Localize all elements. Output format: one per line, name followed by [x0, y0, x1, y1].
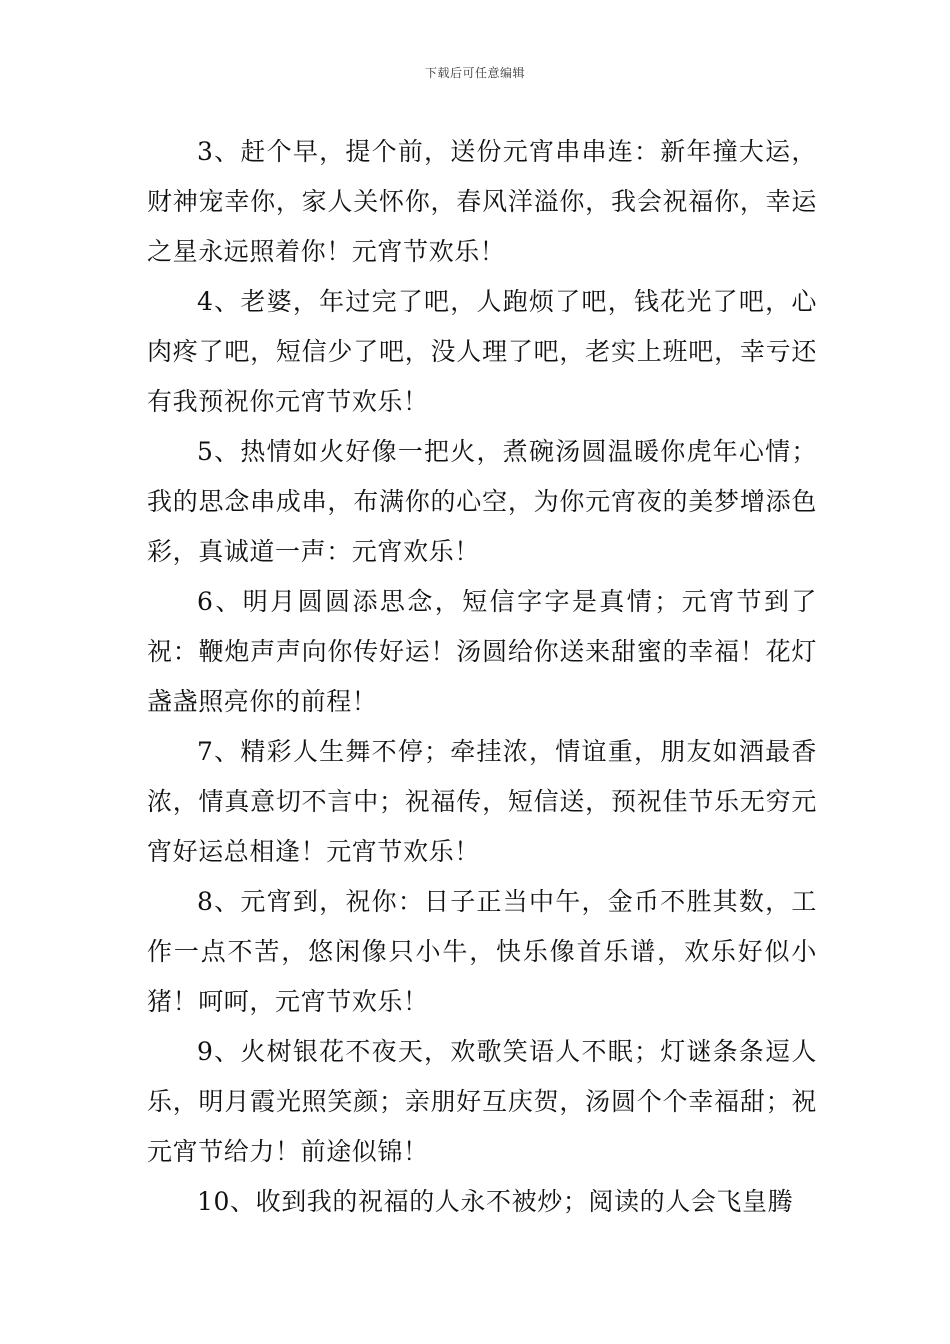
paragraph-8: 8、元宵到，祝你：日子正当中午，金币不胜其数，工作一点不苦，悠闲像只小牛，快乐像首乐谱，欢乐好似小猪！呵呵，元宵节欢乐！ — [147, 887, 817, 1016]
paragraph-6: 6、明月圆圆添思念，短信字字是真情；元宵节到了祝：鞭炮声声向你传好运！汤圆给你送来甜蜜的幸福！花灯盏盏照亮你的前程！ — [147, 587, 817, 716]
page-header-note: 下载后可任意编辑 — [424, 66, 525, 80]
paragraph-10: 10、收到我的祝福的人永不被炒；阅读的人会飞皇腾 — [197, 1187, 794, 1216]
paragraph-4: 4、老婆，年过完了吧，人跑烦了吧，钱花光了吧，心肉疼了吧，短信少了吧，没人理了吧，老实上班吧，幸亏还有我预祝你元宵节欢乐！ — [147, 287, 817, 416]
paragraph-9: 9、火树银花不夜天，欢歌笑语人不眠；灯谜条条逗人乐，明月霞光照笑颜；亲朋好互庆贺，汤圆个个幸福甜；祝元宵节给力！前途似锦！ — [147, 1037, 817, 1166]
document-body — [147, 127, 817, 1227]
paragraph-3: 3、赶个早，提个前，送份元宵串串连：新年撞大运，财神宠幸你，家人关怀你，春风洋溢你，我会祝福你，幸运之星永远照着你！元宵节欢乐！ — [147, 137, 817, 266]
paragraph-5: 5、热情如火好像一把火，煮碗汤圆温暖你虎年心情；我的思念串成串，布满你的心空，为你元宵夜的美梦增添色彩，真诚道一声：元宵欢乐！ — [147, 437, 817, 566]
paragraph-7: 7、精彩人生舞不停；牵挂浓，情谊重，朋友如酒最香浓，情真意切不言中；祝福传，短信送，预祝佳节乐无穷元宵好运总相逢！元宵节欢乐！ — [147, 737, 817, 866]
